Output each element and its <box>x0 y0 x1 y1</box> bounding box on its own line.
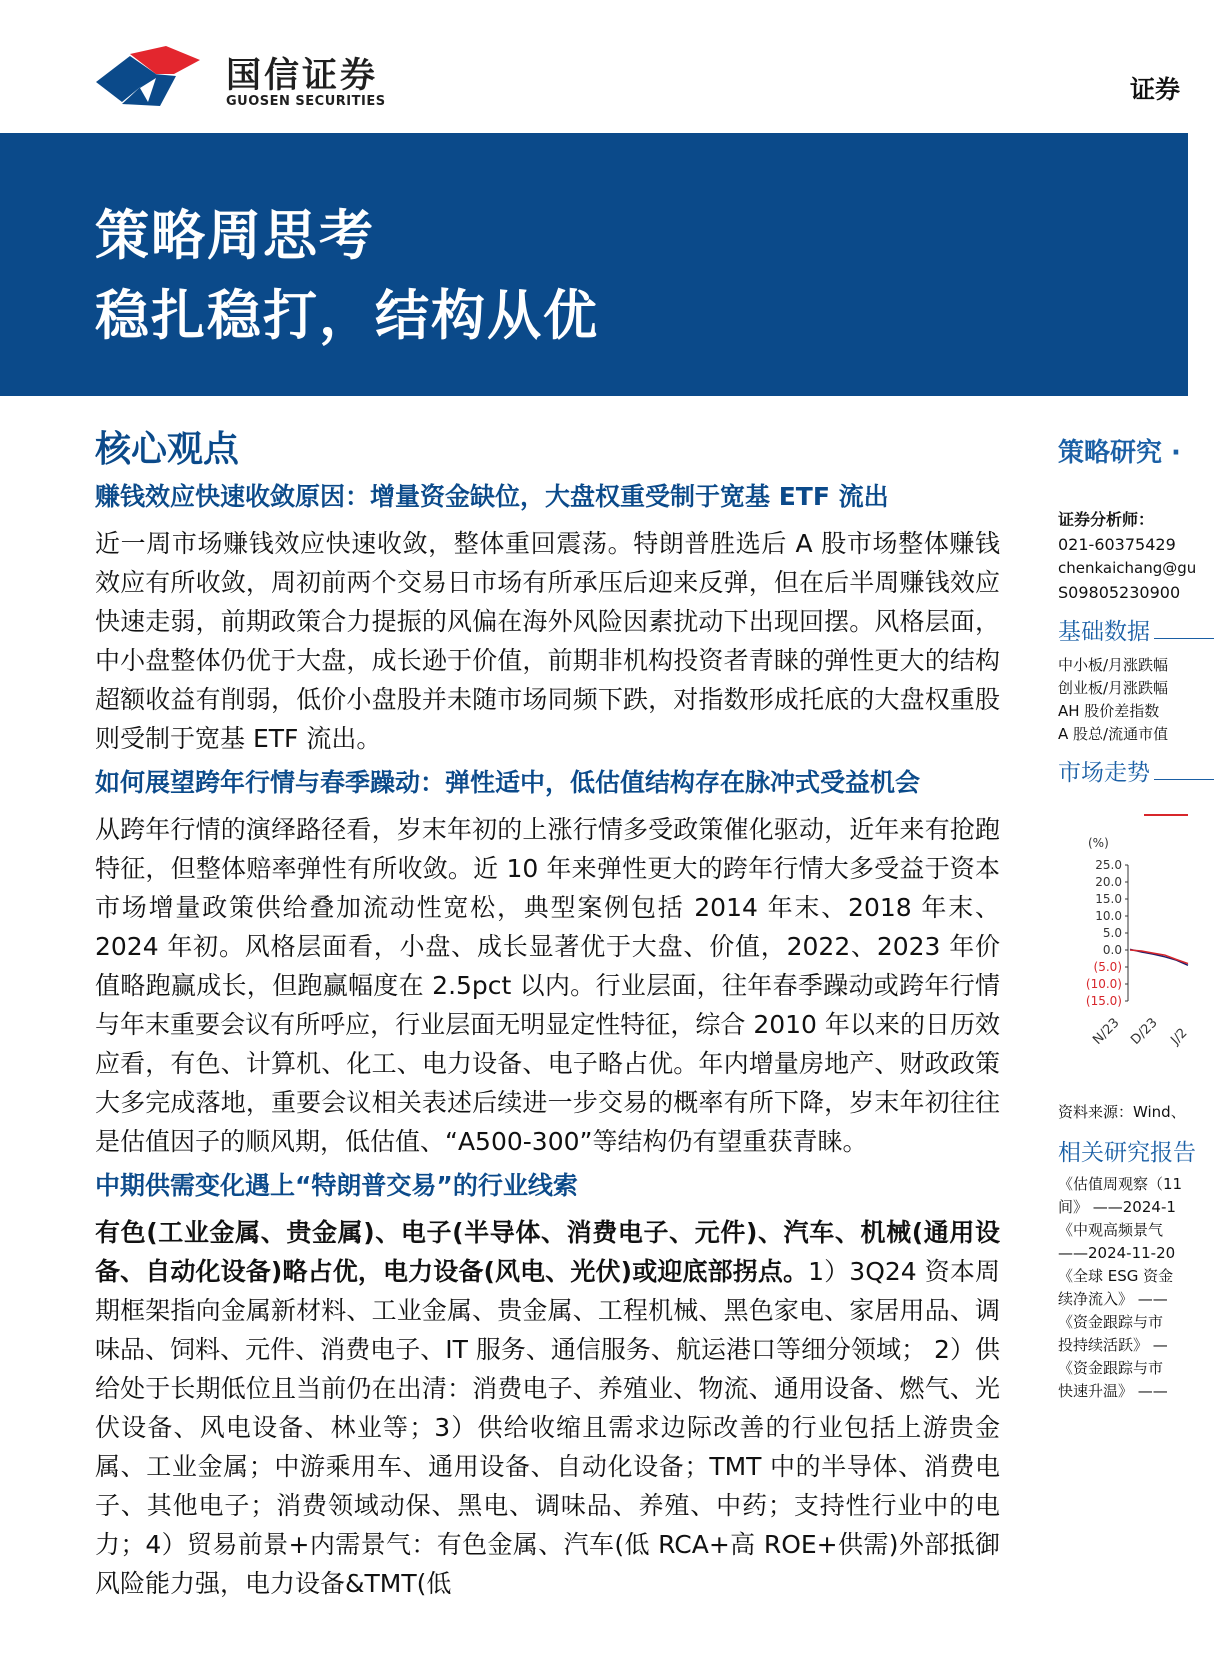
y-tick-label: 25.0 <box>1095 858 1122 872</box>
section-3-body-rest: 1）3Q24 资本周期框架指向金属新材料、工业金属、贵金属、工程机械、黑色家电、家居用品、调味品、饲料、元件、消费电子、IT 服务、通信服务、航运港口等细分领域； 2）供给处于长期低位且当前仍在出清：消费电子、养殖业、物流、通用设备、燃气、光伏设备、风电设备、林业等；3）供给收缩且需求边际改善的行业包括上游贵金属、工业金属；中游乘用车、通用设备、自动化设备；TMT 中的半导体、消费电子、其他电子；消费领域动保、黑电、调味品、养殖、中药；支持性行业中的电力；4）贸易前景+内需景气：有色金属、汽车(低 RCA+高 ROE+供需)外部抵御风险能力强，电力设备&TMT(低 <box>95 1257 1001 1598</box>
basic-data-heading: 基础数据 <box>1058 613 1188 646</box>
y-tick-label: 0.0 <box>1102 943 1122 957</box>
related-research-item[interactable]: 续净流入》 —— <box>1058 1290 1168 1308</box>
analyst-email[interactable]: chenkaichang@gu <box>1058 559 1197 577</box>
analyst-phone: 021-60375429 <box>1058 535 1176 554</box>
basic-data-row: A 股总/流通市值 <box>1058 725 1169 743</box>
y-tick-label: (15.0) <box>1085 994 1122 1008</box>
y-tick-label: (10.0) <box>1085 977 1122 991</box>
related-research-item[interactable]: 间》 ——2024-1 <box>1058 1198 1176 1216</box>
guosen-logo-icon <box>96 44 216 112</box>
section-3-title: 中期供需变化遇上“特朗普交易”的行业线索 <box>95 1171 578 1200</box>
related-research-item[interactable]: 《中观高频景气 <box>1058 1221 1164 1239</box>
x-tick-label: J/2 <box>1168 1025 1191 1048</box>
section-2-body: 从跨年行情的演绎路径看，岁末年初的上涨行情多受政策催化驱动，近年来有抢跑特征，但整体赔率弹性有所收敛。近 10 年来弹性更大的跨年行情大多受益于资本市场增量政策供给叠加流动性宽松，典型案例包括 2014 年末、2018 年末、2024 年初。风格层面看，小盘、成长显著优于大盘、价值，2022、2023 年价值略跑赢成长，但跑赢幅度在 2.5pct 以内。行业层面，往年春季躁动或跨年行情与年末重要会议有所呼应，行业层面无明显定性特征，综合 2010 年以来的日历效应看，有色、计算机、化工、电力设备、电子略占优。年内增量房地产、财政政策大多完成落地，重要会议相关表述后续进一步交易的概率有所下降，岁末年初往往是估值因子的顺风期，低估值、“A500-300”等结构仍有望重获青睐。 <box>95 815 1000 1156</box>
series-line-0 <box>1130 949 1188 965</box>
related-research-heading: 相关研究报告 <box>1058 1140 1196 1166</box>
analyst-cert-number: S09805230900 <box>1058 583 1181 602</box>
basic-data-row: AH 股价差指数 <box>1058 702 1160 720</box>
y-tick-label: 20.0 <box>1095 875 1122 889</box>
report-type-tag: 证券 <box>1130 75 1181 104</box>
core-views-heading: 核心观点 <box>95 429 240 470</box>
basic-data-row: 创业板/月涨跌幅 <box>1058 679 1169 697</box>
section-1-body: 近一周市场赚钱效应快速收敛，整体重回震荡。特朗普胜选后 A 股市场整体赚钱效应有所收敛，周初前两个交易日市场有所承压后迎来反弹，但在后半周赚钱效应快速走弱，前期政策合力提振的风偏在海外风险因素扰动下出现回摆。风格层面，中小盘整体仍优于大盘，成长逊于价值，前期非机构投资者青睐的弹性更大的结构超额收益有削弱，低价小盘股并未随市场同频下跌，对指数形成托底的大盘权重股则受制于宽基 ETF 流出。 <box>95 529 1000 753</box>
y-axis-label: (%) <box>1088 836 1109 850</box>
title-banner <box>0 133 1188 396</box>
related-research-item[interactable]: ——2024-11-20 <box>1058 1244 1176 1262</box>
logo-english-name: GUOSEN SECURITIES <box>226 94 386 109</box>
section-3-body <box>95 1213 1000 1603</box>
research-type-heading: 策略研究 · <box>1058 438 1181 468</box>
main-content <box>95 428 1000 1607</box>
report-series-title: 策略周思考 <box>95 204 375 267</box>
sidebar <box>1058 432 1197 1403</box>
market-trend-heading: 市场走势 <box>1058 754 1188 787</box>
related-research-item[interactable]: 《全球 ESG 资金 <box>1058 1267 1174 1285</box>
related-research-item[interactable]: 投持续活跃》 — <box>1058 1336 1168 1354</box>
related-research-item[interactable]: 快速升温》 —— <box>1058 1382 1168 1400</box>
analyst-label: 证券分析师： <box>1058 510 1155 529</box>
x-tick-label: D/23 <box>1128 1015 1161 1048</box>
related-research-item[interactable]: 《资金跟踪与市 <box>1058 1359 1164 1377</box>
chart-source: 资料来源：Wind、 <box>1058 1103 1186 1121</box>
section-1-title: 赚钱效应快速收敛原因：增量资金缺位，大盘权重受制于宽基 ETF 流出 <box>95 482 889 511</box>
report-title: 稳扎稳打，结构从优 <box>95 284 599 347</box>
related-research-item[interactable]: 《资金跟踪与市 <box>1058 1313 1164 1331</box>
related-research-item[interactable]: 《估值周观察（11 <box>1058 1175 1183 1193</box>
y-tick-label: 15.0 <box>1095 892 1122 906</box>
y-tick-label: 5.0 <box>1102 926 1122 940</box>
logo-chinese-name: 国信证券 <box>226 56 379 96</box>
basic-data-row: 中小板/月涨跌幅 <box>1058 656 1169 674</box>
section-2-title: 如何展望跨年行情与春季躁动：弹性适中，低估值结构存在脉冲式受益机会 <box>95 768 921 797</box>
company-logo <box>96 44 386 114</box>
x-tick-label: N/23 <box>1090 1015 1123 1048</box>
y-tick-label: (5.0) <box>1093 960 1122 974</box>
section-3-body-bold: 有色(工业金属、贵金属)、电子(半导体、消费电子、元件)、汽车、机械(通用设备、自动化设备)略占优，电力设备(风电、光伏)或迎底部拐点。 <box>95 1218 1000 1286</box>
market-trend-chart <box>1058 797 1191 1097</box>
y-tick-label: 10.0 <box>1095 909 1122 923</box>
related-research-list <box>1058 1173 1188 1403</box>
